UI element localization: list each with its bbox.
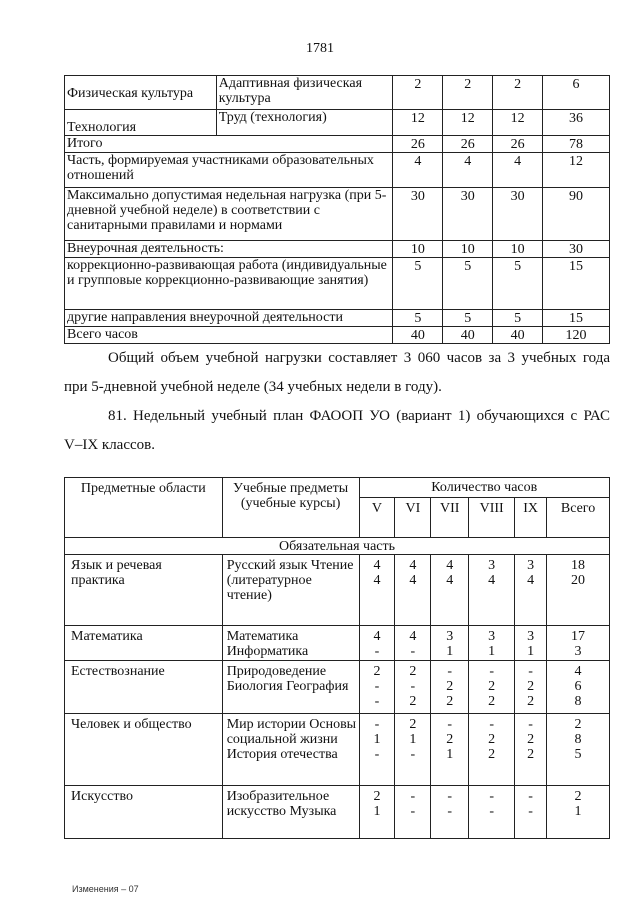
table1-value: 120 [543,327,610,344]
table1-subject: Труд (технология) [216,110,393,136]
hours-cell [469,661,515,714]
hours-value: 2 [488,694,496,709]
hours-value: 4 [446,558,454,573]
hours-value: 2 [373,789,381,804]
hours-value: 1 [373,732,381,747]
table1-label: Итого [65,136,393,153]
hours-value: 17 [571,629,586,644]
hours-value: 3 [574,644,582,659]
hours-cell [395,786,431,839]
hours-cell [431,555,469,626]
table1-label: коррекционно-развивающая работа (индивидуальные и групповые коррекционно-развивающие занятия) [65,258,393,310]
table1-label: Всего часов [65,327,393,344]
hours-value: - [374,747,380,762]
subject-list: Природоведение Биология География [222,661,359,714]
table1-row [65,241,610,258]
table1-value: 30 [493,188,543,241]
hours-value: 4 [409,629,417,644]
hours-cell [469,555,515,626]
hours-cell [547,661,610,714]
hours-cell [359,786,395,839]
table1-value: 15 [543,258,610,310]
hours-value: 1 [409,732,417,747]
hours-value: 20 [571,573,586,588]
grade-header: V [359,498,395,538]
grade-header: VIII [469,498,515,538]
subject-group-row [65,786,610,839]
table1-value: 40 [443,327,493,344]
hours-value: - [447,664,453,679]
table1-value: 5 [443,310,493,327]
hours-value: 2 [409,664,417,679]
header-hours: Количество часов [359,478,609,498]
hours-value: 18 [571,558,586,573]
table1-row [65,76,610,110]
table1-value: 5 [443,258,493,310]
table1-value: 12 [543,153,610,188]
subject-group-row [65,661,610,714]
table1-value: 26 [493,136,543,153]
table1-value: 12 [443,110,493,136]
hours-value: - [489,804,494,819]
hours-value: - [374,644,380,659]
grade-header: Всего [547,498,610,538]
subject-area: Искусство [65,786,223,839]
hours-value: 4 [574,664,582,679]
subject-list: Русский язык Чтение (литературное чтение) [222,555,359,626]
hours-value: 1 [488,644,496,659]
grade-header: IX [515,498,547,538]
table1-row [65,153,610,188]
table1-value: 10 [393,241,443,258]
table1-value: 26 [393,136,443,153]
table1-value: 26 [443,136,493,153]
table1-area: Технология [65,110,217,136]
hours-value: 3 [527,558,535,573]
paragraph-section-81-cont: V–IX классов. [64,437,155,453]
table1-value: 5 [393,258,443,310]
subject-list: Изобразительное искусство Музыка [222,786,359,839]
hours-cell [515,626,547,661]
hours-value: 8 [574,694,582,709]
table1-value: 30 [443,188,493,241]
hours-cell [547,626,610,661]
hours-cell [547,786,610,839]
hours-cell [395,661,431,714]
hours-value: - [410,789,416,804]
table1-value: 12 [393,110,443,136]
hours-value: 4 [373,573,381,588]
hours-value: 4 [409,573,417,588]
hours-value: - [528,717,533,732]
hours-cell [547,714,610,786]
table1-value: 10 [493,241,543,258]
subject-group-row [65,626,610,661]
hours-value: - [410,804,416,819]
hours-value: 4 [488,573,496,588]
hours-value: 4 [409,558,417,573]
hours-value: - [447,717,453,732]
paragraph-total-load-cont: при 5-дневной учебной неделе (34 учебных недели в году). [64,379,442,395]
hours-cell [515,661,547,714]
hours-value: 2 [446,679,454,694]
hours-value: 2 [409,694,417,709]
hours-value: - [374,679,380,694]
table1-row [65,310,610,327]
hours-cell [431,661,469,714]
subject-list: Мир истории Основы социальной жизни История отечества [222,714,359,786]
hours-value: - [528,804,533,819]
table1-row [65,136,610,153]
hours-value: 1 [373,804,381,819]
hours-value: 1 [446,644,454,659]
hours-value: 2 [446,694,454,709]
table1-value: 90 [543,188,610,241]
hours-value: 2 [527,679,535,694]
hours-cell [547,555,610,626]
table1-value: 5 [493,310,543,327]
hours-value: 2 [409,717,417,732]
hours-value: 3 [446,629,454,644]
hours-value: 8 [574,732,582,747]
header-subjects: Учебные предметы (учебные курсы) [222,478,359,538]
hours-cell [395,626,431,661]
hours-value: - [528,664,533,679]
hours-value: - [528,789,533,804]
hours-cell [515,714,547,786]
subject-group-row [65,714,610,786]
hours-value: 3 [488,629,496,644]
table1-value: 40 [393,327,443,344]
subject-group-row [65,555,610,626]
table1-value: 6 [543,76,610,110]
table1-value: 4 [493,153,543,188]
hours-value: 5 [574,747,582,762]
hours-value: - [374,717,380,732]
hours-value: 6 [574,679,582,694]
hours-value: - [489,789,494,804]
hours-value: 2 [488,747,496,762]
hours-value: 1 [446,747,454,762]
hours-value: - [374,694,380,709]
table1-value: 15 [543,310,610,327]
table1-value: 30 [543,241,610,258]
hours-value: 2 [527,747,535,762]
hours-cell [359,661,395,714]
hours-cell [359,626,395,661]
hours-value: 2 [527,732,535,747]
hours-cell [431,626,469,661]
table1-row [65,188,610,241]
subject-area: Язык и речевая практика [65,555,223,626]
hours-cell [469,714,515,786]
hours-value: 2 [574,717,582,732]
hours-value: 4 [527,573,535,588]
hours-value: 3 [527,629,535,644]
hours-value: - [410,747,416,762]
hours-value: - [447,789,453,804]
hours-value: 2 [446,732,454,747]
table1-value: 2 [443,76,493,110]
table1-label: Внеурочная деятельность: [65,241,393,258]
hours-value: - [447,804,453,819]
hours-value: 1 [574,804,582,819]
paragraph-total-load: Общий объем учебной нагрузки составляет 3 060 часов за 3 учебных года [108,350,610,366]
hours-cell [395,714,431,786]
table1-value: 10 [443,241,493,258]
grade-header: VI [395,498,431,538]
table1-value: 12 [493,110,543,136]
hours-value: - [410,679,416,694]
hours-value: - [489,717,494,732]
hours-value: 2 [488,679,496,694]
hours-cell [469,626,515,661]
table1-value: 30 [393,188,443,241]
curriculum-table-continued [64,75,610,344]
table1-label: другие направления внеурочной деятельности [65,310,393,327]
mandatory-part-label: Обязательная часть [65,538,610,555]
hours-value: - [489,664,494,679]
hours-value: 1 [527,644,535,659]
hours-value: 4 [373,629,381,644]
paragraph-section-81: 81. Недельный учебный план ФАООП УО (вариант 1) обучающихся с РАС [108,408,610,424]
hours-value: 3 [488,558,496,573]
table1-subject: Адаптивная физическая культура [216,76,393,110]
weekly-curriculum-table [64,477,610,839]
hours-value: - [410,644,416,659]
footer-note: Изменения – 07 [72,884,139,894]
table1-row [65,110,610,136]
table1-value: 5 [393,310,443,327]
hours-cell [359,555,395,626]
table1-value: 40 [493,327,543,344]
hours-value: 4 [373,558,381,573]
hours-value: 2 [574,789,582,804]
hours-value: 2 [373,664,381,679]
grade-header: VII [431,498,469,538]
page-number: 1781 [306,41,334,56]
hours-cell [431,714,469,786]
subject-area: Математика [65,626,223,661]
hours-value: 2 [527,694,535,709]
table1-area: Физическая культура [65,76,217,110]
table1-value: 4 [393,153,443,188]
hours-cell [515,555,547,626]
table1-value: 2 [393,76,443,110]
table1-value: 5 [493,258,543,310]
hours-value: 2 [488,732,496,747]
subject-list: Математика Информатика [222,626,359,661]
table1-value: 2 [493,76,543,110]
hours-cell [431,786,469,839]
table1-row [65,327,610,344]
hours-cell [359,714,395,786]
table1-row [65,258,610,310]
subject-area: Естествознание [65,661,223,714]
hours-cell [469,786,515,839]
table1-value: 36 [543,110,610,136]
subject-area: Человек и общество [65,714,223,786]
hours-cell [515,786,547,839]
hours-value: 4 [446,573,454,588]
table1-label: Максимально допустимая недельная нагрузка (при 5-дневной учебной неделе) в соответствии с санитарными правилами и нормами [65,188,393,241]
hours-cell [395,555,431,626]
header-areas: Предметные области [65,478,223,538]
table1-value: 78 [543,136,610,153]
table1-label: Часть, формируемая участниками образовательных отношений [65,153,393,188]
table1-value: 4 [443,153,493,188]
